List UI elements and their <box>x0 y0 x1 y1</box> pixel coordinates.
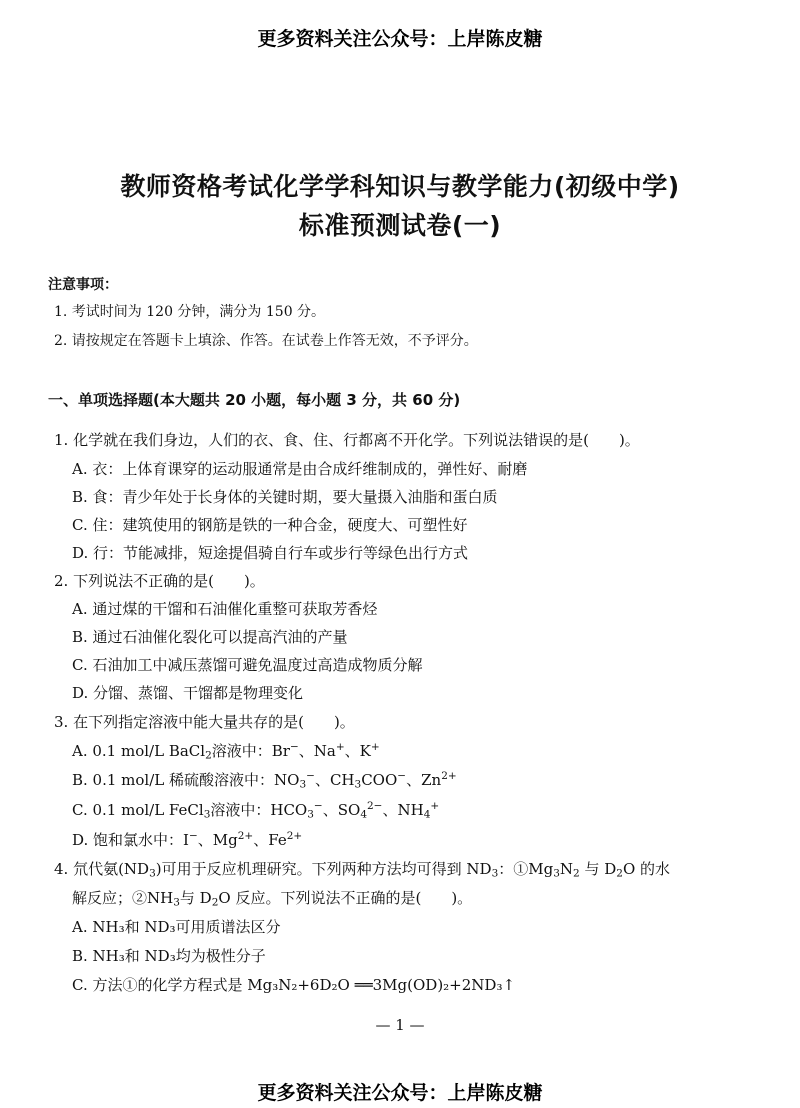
section-heading: 一、单项选择题(本大题共 20 小题，每小题 3 分，共 60 分) <box>48 391 461 409</box>
exam-title: 教师资格考试化学学科知识与教学能力(初级中学) <box>120 172 680 201</box>
top-banner: 更多资料关注公众号：上岸陈皮糖 <box>257 28 543 50</box>
bottom-banner: 更多资料关注公众号：上岸陈皮糖 <box>257 1082 543 1104</box>
page-number: — 1 — <box>375 1016 425 1034</box>
notice-item: 2. 请按规定在答题卡上填涂、作答。在试卷上作答无效，不予评分。 <box>54 333 478 349</box>
question-2-option-b: B. 通过石油催化裂化可以提高汽油的产量 <box>72 628 348 646</box>
question-1-option-a: A. 衣：上体育课穿的运动服通常是由合成纤维制成的，弹性好、耐磨 <box>72 460 528 478</box>
question-1-stem: 1. 化学就在我们身边，人们的衣、食、住、行都离不开化学。下列说法错误的是( )。 <box>54 431 640 449</box>
question-3-stem: 3. 在下列指定溶液中能大量共存的是( )。 <box>54 713 355 731</box>
question-2-option-a: A. 通过煤的干馏和石油催化重整可获取芳香烃 <box>72 600 378 618</box>
question-3-option-b: B. 0.1 mol/L 稀硫酸溶液中：$NO_3^-$、$CH_3COO^-$、$Zn^{2+}$ <box>72 770 457 791</box>
question-3-option-d: D. 饱和氯水中：I−、$Mg^{2+}$、$Fe^{2+}$ <box>72 830 303 849</box>
question-4-option-a: A. NH₃和 ND₃可用质谱法区分 <box>72 918 281 936</box>
notice-heading: 注意事项： <box>48 277 118 293</box>
exam-subtitle: 标准预测试卷(一) <box>298 211 502 240</box>
question-3-option-a: A. 0.1 mol/L BaCl$_2$溶液中：Br−、Na+、K+ <box>72 741 380 762</box>
question-4-option-c: C. 方法①的化学方程式是 Mg₃N₂+6D₂O ══3Mg(OD)₂+2ND₃↑ <box>72 976 516 994</box>
question-4-option-b: B. NH₃和 ND₃均为极性分子 <box>72 947 266 965</box>
question-3-option-c: C. 0.1 mol/L FeCl$_3$溶液中：$HCO_3^-$、$SO_4^{2-}$、$NH_4^+$ <box>72 800 440 821</box>
question-1-option-d: D. 行：节能减排，短途提倡骑自行车或步行等绿色出行方式 <box>72 544 469 562</box>
question-2-option-c: C. 石油加工中减压蒸馏可避免温度过高造成物质分解 <box>72 656 423 674</box>
notice-item: 1. 考试时间为 120 分钟，满分为 150 分。 <box>54 304 326 320</box>
question-4-stem: 4. 氘代氨$(ND_3)$可用于反应机理研究。下列两种方法均可得到 $ND_3$：$①Mg_3N_2$ 与 $D_2O$ 的水 <box>54 860 671 880</box>
question-1-option-b: B. 食：青少年处于长身体的关键时期，要大量摄入油脂和蛋白质 <box>72 488 498 506</box>
question-4-stem-continued: 解反应；$②NH_3$与 $D_2O$ 反应。下列说法不正确的是( )。 <box>72 889 473 909</box>
question-1-option-c: C. 住：建筑使用的钢筋是铁的一种合金，硬度大、可塑性好 <box>72 516 468 534</box>
question-2-stem: 2. 下列说法不正确的是( )。 <box>54 572 265 590</box>
question-2-option-d: D. 分馏、蒸馏、干馏都是物理变化 <box>72 684 304 702</box>
